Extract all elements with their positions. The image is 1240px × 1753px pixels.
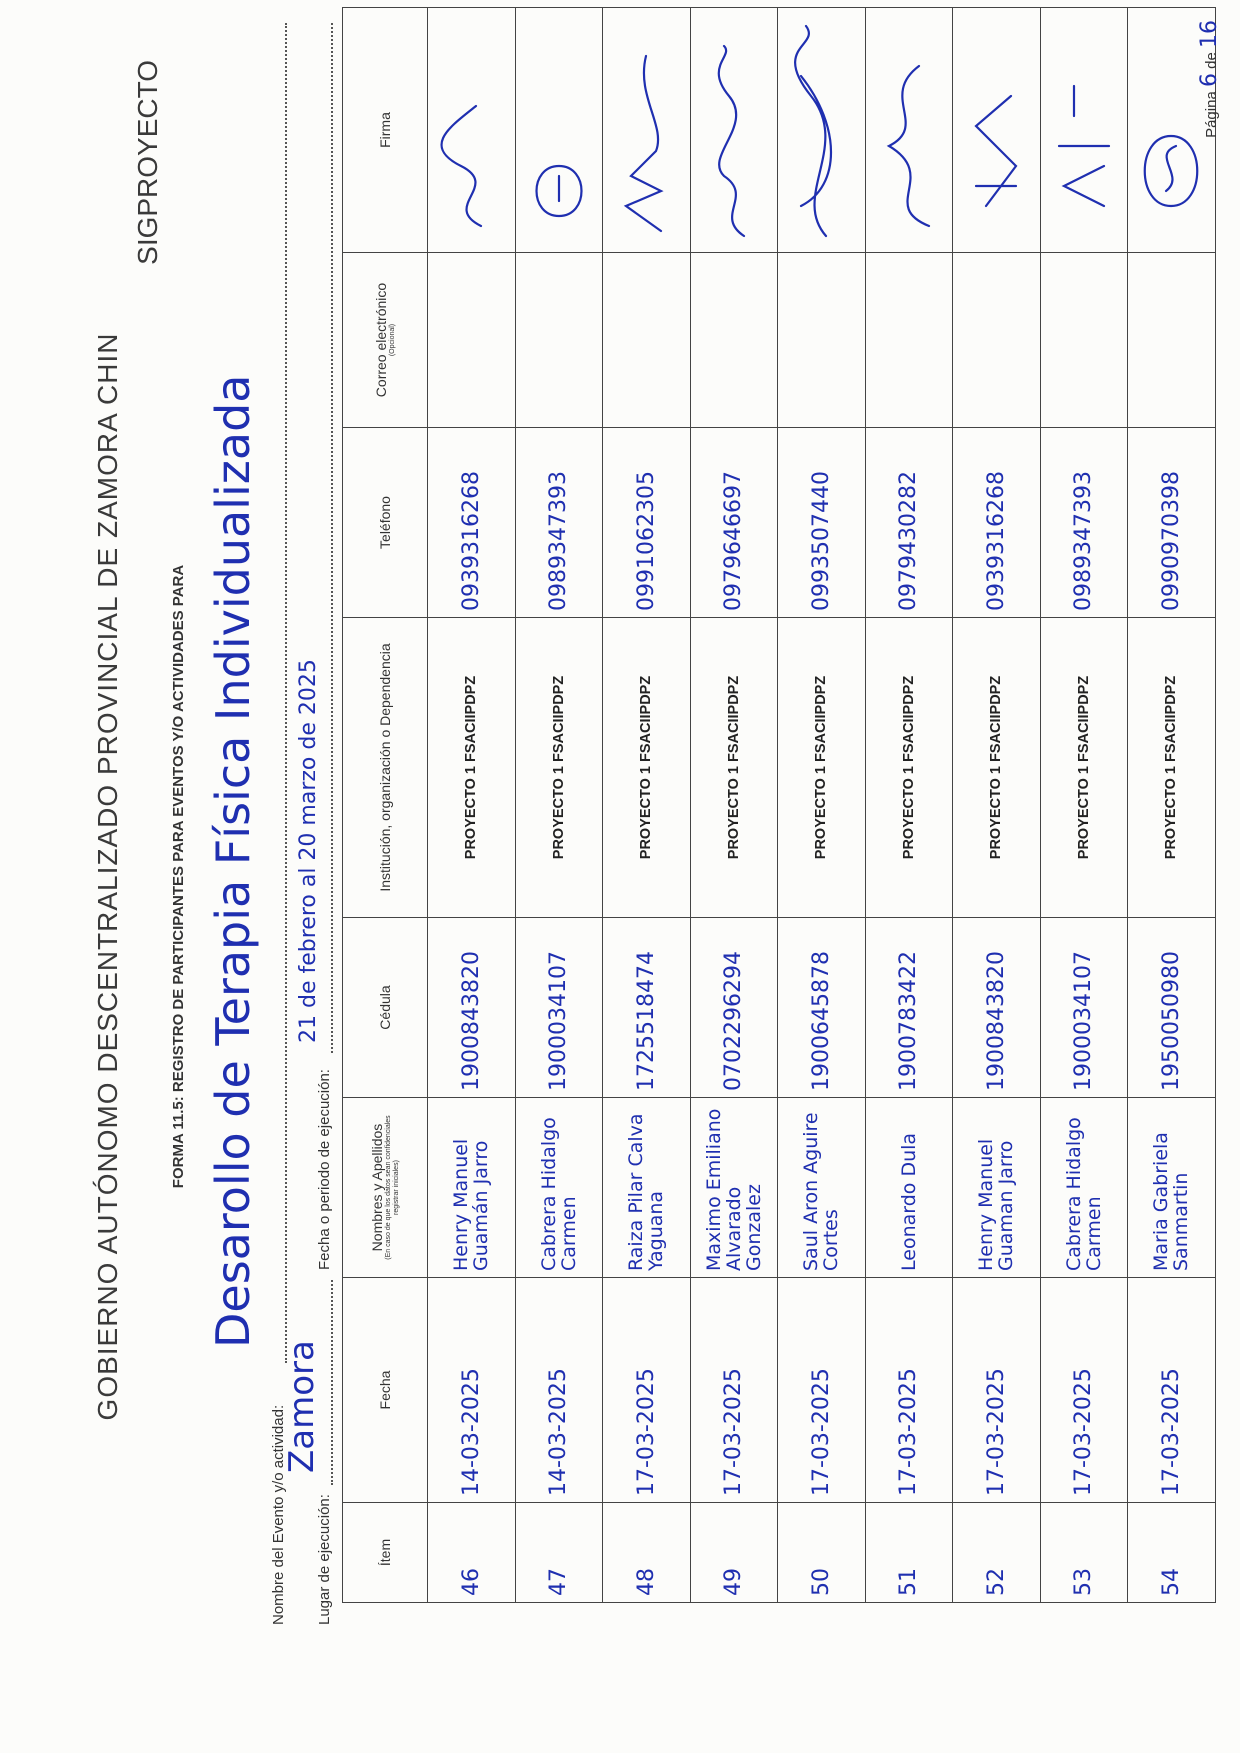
col-telefono: Teléfono [343,428,428,618]
cell-fecha: 14-03-2025 [428,1278,516,1503]
cell-item: 51 [865,1503,953,1603]
form-title: FORMA 11.5: REGISTRO DE PARTICIPANTES PARA EVENTOS Y/O ACTIVIDADES PARA [170,564,187,1189]
cell-item: 52 [953,1503,1041,1603]
date-value: 21 de febrero al 20 marzo de 2025 [296,659,321,1043]
table-row [953,8,1041,1603]
signature-drawing [606,16,686,246]
cell-nombre: Cabrera Hidalgo Carmen [515,1098,603,1278]
cell-correo [690,253,778,428]
cell-institucion: PROYECTO 1 FSACIIPDPZ [778,618,866,918]
signature-mark [1040,8,1128,253]
signature-drawing [781,16,861,246]
page-label: Página [1203,91,1220,138]
signature-drawing [431,16,511,246]
cell-cedula: 1900843820 [428,918,516,1098]
cell-item: 54 [1128,1503,1216,1603]
col-firma: Firma [343,8,428,253]
col-correo-label: Correo electrónico [373,282,389,398]
cell-telefono: 0939316268 [953,428,1041,618]
cell-nombre: Henry Manuel Guamán Jarro [428,1098,516,1278]
cell-nombre: Maria Gabriela Sanmartin [1128,1098,1216,1278]
cell-fecha: 14-03-2025 [515,1278,603,1503]
cell-fecha: 17-03-2025 [603,1278,691,1503]
signature-mark [865,8,953,253]
cell-fecha: 17-03-2025 [953,1278,1041,1503]
col-institucion: Institución, organización o Dependencia [343,618,428,918]
cell-telefono: 0939316268 [428,428,516,618]
cell-institucion: PROYECTO 1 FSACIIPDPZ [428,618,516,918]
cell-institucion: PROYECTO 1 FSACIIPDPZ [690,618,778,918]
cell-cedula: 1900645878 [778,918,866,1098]
signature-mark [778,8,866,253]
table-header-row [343,8,428,1603]
cell-institucion: PROYECTO 1 FSACIIPDPZ [1040,618,1128,918]
cell-correo [865,253,953,428]
place-label: Lugar de ejecución: [316,1494,333,1625]
table-row [603,8,691,1603]
cell-institucion: PROYECTO 1 FSACIIPDPZ [953,618,1041,918]
date-label: Fecha o periodo de ejecución: [316,1069,333,1270]
cell-nombre: Raiza Pilar Calva Yaguana [603,1098,691,1278]
cell-telefono: 0989347393 [515,428,603,618]
cell-nombre: Cabrera Hidalgo Carmen [1040,1098,1128,1278]
signature-mark [428,8,516,253]
cell-item: 48 [603,1503,691,1603]
org-title: GOBIERNO AUTÓNOMO DESCENTRALIZADO PROVINCIAL DE ZAMORA CHIN [92,332,123,1421]
cell-item: 49 [690,1503,778,1603]
signature-mark [953,8,1041,253]
table-row [865,8,953,1603]
signature-drawing [956,16,1036,246]
cell-nombre: Saul Aron Aguire Cortes [778,1098,866,1278]
event-name-label: Nombre del Evento y/o actividad: [270,1404,287,1625]
cell-institucion: PROYECTO 1 FSACIIPDPZ [603,618,691,918]
cell-item: 46 [428,1503,516,1603]
cell-correo [1040,253,1128,428]
cell-item: 50 [778,1503,866,1603]
cell-item: 47 [515,1503,603,1603]
cell-correo [1128,253,1216,428]
table-row [428,8,516,1603]
cell-fecha: 17-03-2025 [690,1278,778,1503]
cell-cedula: 0702296294 [690,918,778,1098]
cell-correo [428,253,516,428]
col-nombres-note: (En caso de que los datos sean confidenciales registrar iniciales) [385,1115,400,1260]
table-row [690,8,778,1603]
signature-mark [515,8,603,253]
cell-cedula: 1900783422 [865,918,953,1098]
col-correo-note: (Opcional) [389,323,396,357]
signature-drawing [519,16,599,246]
col-correo [343,253,428,428]
page-indicator [1197,20,1222,138]
cell-nombre: Henry Manuel Guaman Jarro [953,1098,1041,1278]
table-row [1040,8,1128,1603]
signature-drawing [694,16,774,246]
cell-institucion: PROYECTO 1 FSACIIPDPZ [515,618,603,918]
cell-fecha: 17-03-2025 [778,1278,866,1503]
date-dots [331,23,333,1053]
cell-institucion: PROYECTO 1 FSACIIPDPZ [865,618,953,918]
cell-nombre: Leonardo Dula [865,1098,953,1278]
cell-telefono: 0990970398 [1128,428,1216,618]
cell-telefono: 0979646697 [690,428,778,618]
signature-drawing [1044,16,1124,246]
cell-item: 53 [1040,1503,1128,1603]
cell-fecha: 17-03-2025 [1128,1278,1216,1503]
cell-correo [778,253,866,428]
cell-correo [603,253,691,428]
event-name-dots [285,23,287,1363]
cell-cedula: 1725518474 [603,918,691,1098]
cell-telefono: 0989347393 [1040,428,1128,618]
table-row [515,8,603,1603]
col-item: Ítem [343,1503,428,1603]
cell-cedula: 1900843820 [953,918,1041,1098]
cell-telefono: 0993507440 [778,428,866,618]
col-nombres-label: Nombres y Apellidos [369,1123,385,1252]
signature-mark [603,8,691,253]
participants-table [342,7,1216,1603]
col-nombres [343,1098,428,1278]
cell-correo [953,253,1041,428]
cell-cedula: 1900034107 [515,918,603,1098]
cell-telefono: 0979430282 [865,428,953,618]
page-number: 6 [1197,73,1222,88]
table-row [1128,8,1216,1603]
cell-fecha: 17-03-2025 [865,1278,953,1503]
table-row [778,8,866,1603]
cell-cedula: 1950050980 [1128,918,1216,1098]
cell-correo [515,253,603,428]
col-fecha: Fecha [343,1278,428,1503]
place-dots [331,1280,333,1485]
signature-mark [690,8,778,253]
system-title: SIGPROYECTO [132,60,163,265]
cell-telefono: 0991062305 [603,428,691,618]
page-of-label: de [1203,52,1220,69]
cell-fecha: 17-03-2025 [1040,1278,1128,1503]
cell-nombre: Maximo Emiliano Alvarado Gonzalez [690,1098,778,1278]
cell-institucion: PROYECTO 1 FSACIIPDPZ [1128,618,1216,918]
signature-drawing [869,16,949,246]
cell-cedula: 1900034107 [1040,918,1128,1098]
page-total: 16 [1197,20,1222,48]
col-cedula: Cédula [343,918,428,1098]
place-value: Zamora [282,1340,322,1473]
event-name-value: Desarollo de Terapia Física Individualizada [206,374,260,1348]
